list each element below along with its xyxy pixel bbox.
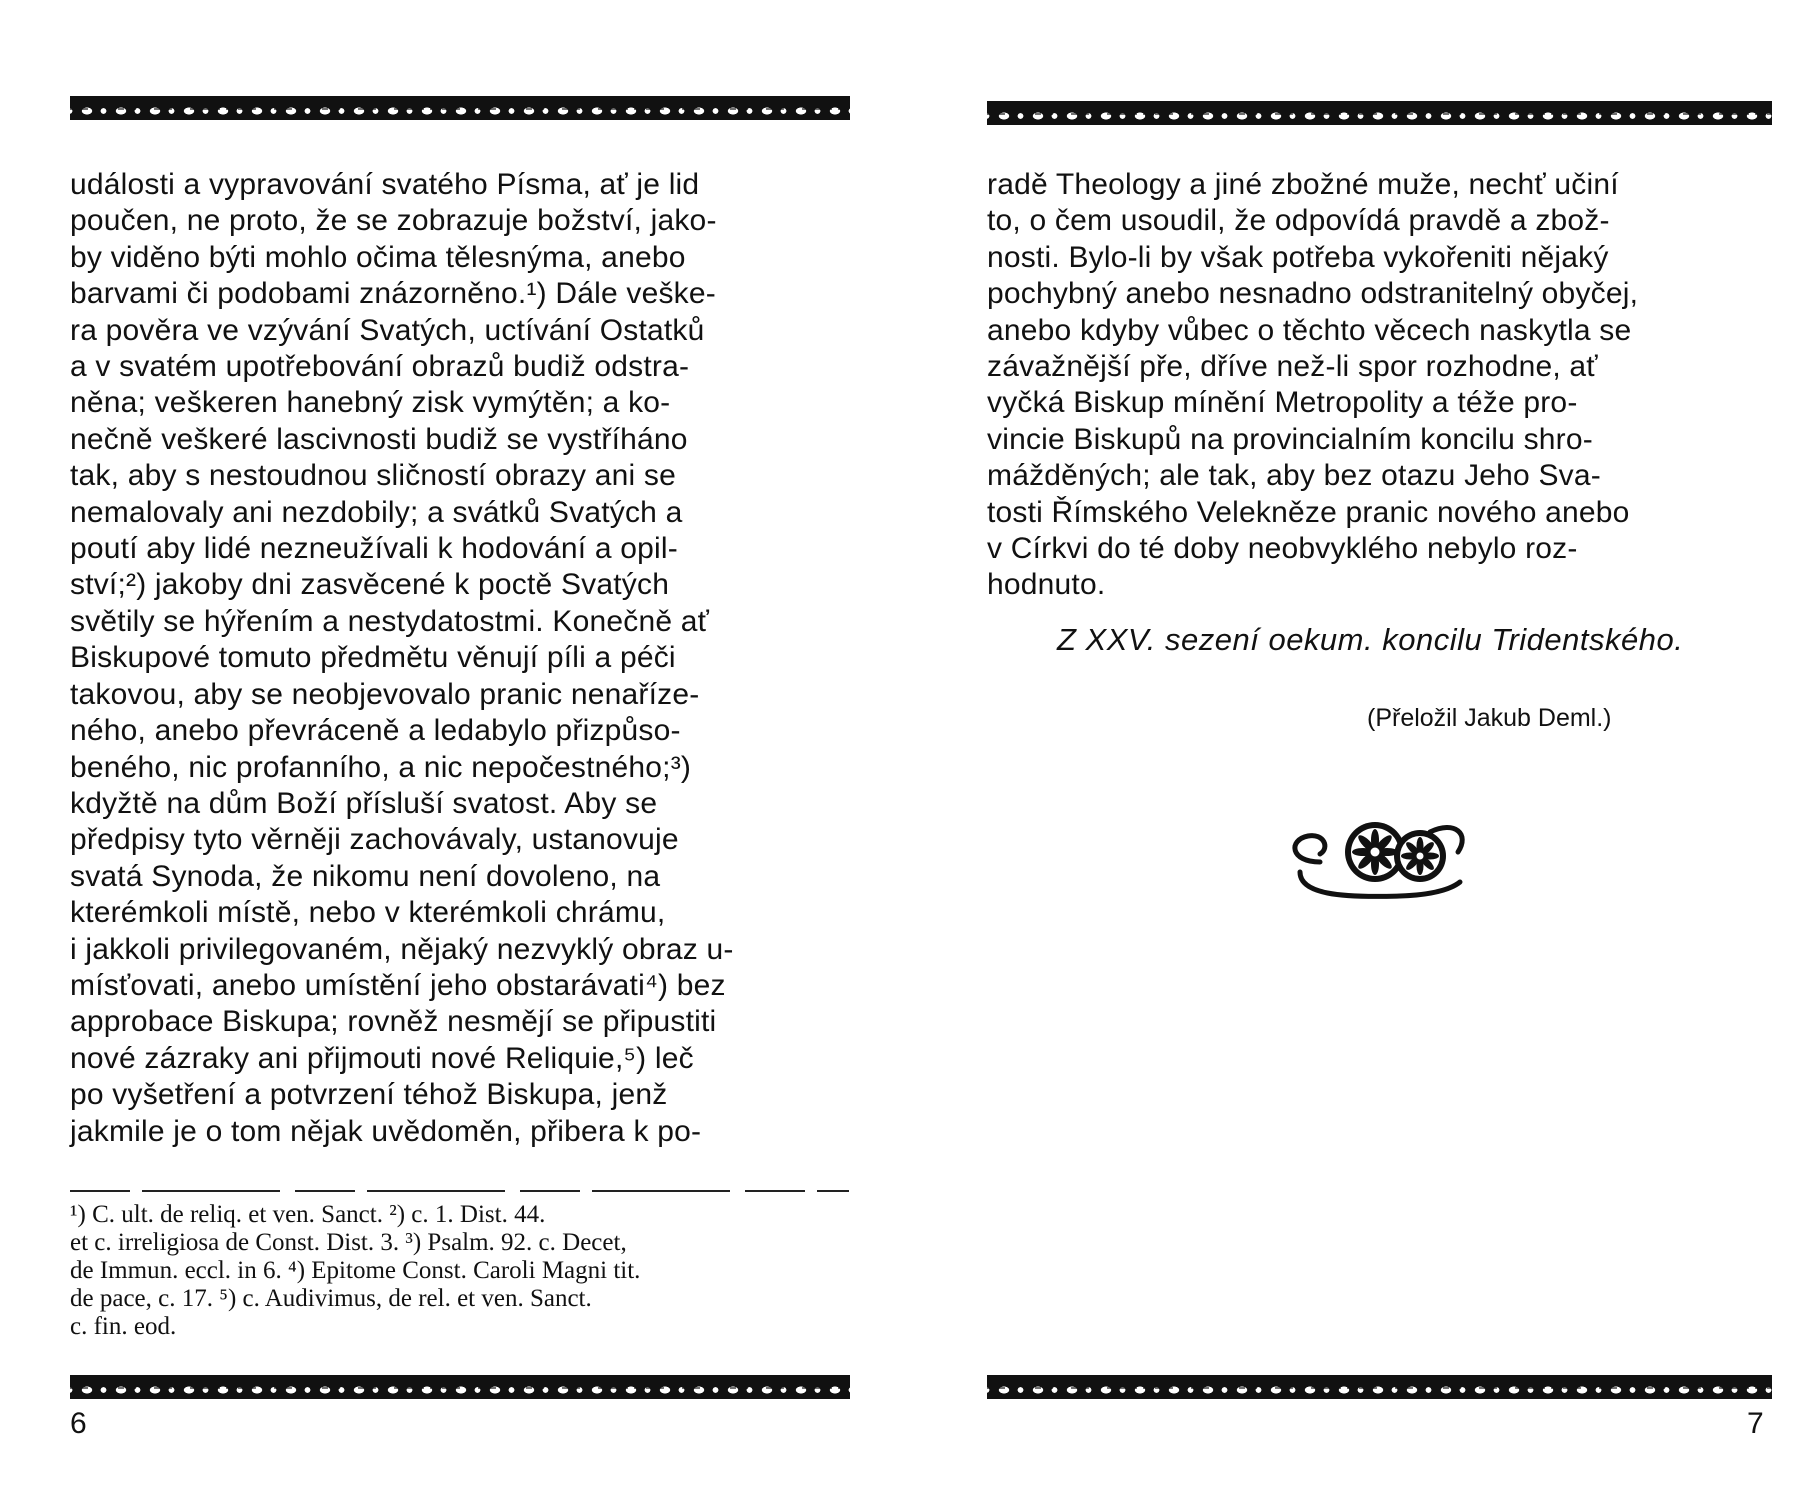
translator-credit: (Přeložil Jakub Deml.) (1367, 704, 1612, 732)
source-attribution: Z XXV. sezení oekum. koncilu Tridentského. (1057, 622, 1684, 657)
page-number-right: 7 (1747, 1407, 1764, 1440)
bottom-ornament-band-right (987, 1375, 1772, 1399)
right-page-body-text: radě Theology a jiné zbožné muže, nechť učiní to, o čem usoudil, že odpovídá pravdě a zbož- nosti. Bylo-li by však potřeba vykořeniti nějaký pochybný anebo nesnadno odstranitelný obyčej, anebo kdyby vůbec o těchto věcech naskytla se závažnější pře, dříve než-li spor rozhodne, ať vyčká Biskup mínění Metropolity a téže pro- vincie Biskupů na provincialním koncilu shro- mážděných; ale tak, aby bez otazu Jeho Sva- tosti Římského Velekněze pranic nového anebo v Církvi do té doby neobvyklého nebylo roz- hodnuto. (987, 168, 1639, 602)
top-ornament-band-left (70, 96, 850, 120)
rosette-vignette-icon (1280, 812, 1470, 908)
right-page (907, 0, 1814, 1500)
top-ornament-band-right (987, 101, 1772, 125)
footnote-divider (70, 1190, 849, 1192)
bottom-ornament-band-left (70, 1375, 850, 1399)
left-page-body-text: události a vypravování svatého Písma, ať je lid poučen, ne proto, že se zobrazuje božství, jako- by viděno býti mohlo očima tělesnýma, anebo barvami či podobami znázorněno.¹) Dále veške- ra pověra ve vzývání Svatých, uctívání Ostatků a v svatém upotřebování obrazů budiž odstra- něna; veškeren hanebný zisk vymýtěn; a ko- nečně veškeré lascivnosti budiž se vystříháno tak, aby s nestoudnou sličností obrazy ani se nemalovaly ani nezdobily; a svátků Svatých a poutí aby lidé nezneužívali k hodování a opil- ství;²) jakoby dni zasvěcené k poctě Svatých světily se hýřením a nestydatostmi. Konečně ať Biskupové tomuto předmětu věnují píli a péči takovou, aby se neobjevovalo pranic nenaříze- ného, anebo převráceně a ledabylo přizpůso- beného, nic profanního, a nic nepočestného;³) kdyžtě na dům Boží přísluší svatost. Aby se předpisy tyto věrněji zachovávaly, ustanovuje svatá Synoda, že nikomu není dovoleno, na kterémkoli místě, nebo v kterémkoli chrámu, i jakkoli privilegovaném, nějaký nezvyklý obraz u- mísťovati, anebo umístění jeho obstarávati⁴) bez approbace Biskupa; rovněž nesmějí se připustiti nové zázraky ani přijmouti nové Reliquie,⁵) leč po vyšetření a potvrzení téhož Biskupa, jenž jakmile je o tom nějak uvědoměn, přibera k po- (70, 168, 734, 1148)
footnotes: ¹) C. ult. de reliq. et ven. Sanct. ²) c. 1. Dist. 44. et c. irreligiosa de Const. Dist. 3. ³) Psalm. 92. c. Decet, de Immun. eccl. in 6. ⁴) Epitome Const. Caroli Magni tit. de pace, c. 17. ⁵) c. Audivimus, de rel. et ven. Sanct. c. fin. eod. (70, 1201, 641, 1340)
page-number-left: 6 (70, 1407, 87, 1440)
